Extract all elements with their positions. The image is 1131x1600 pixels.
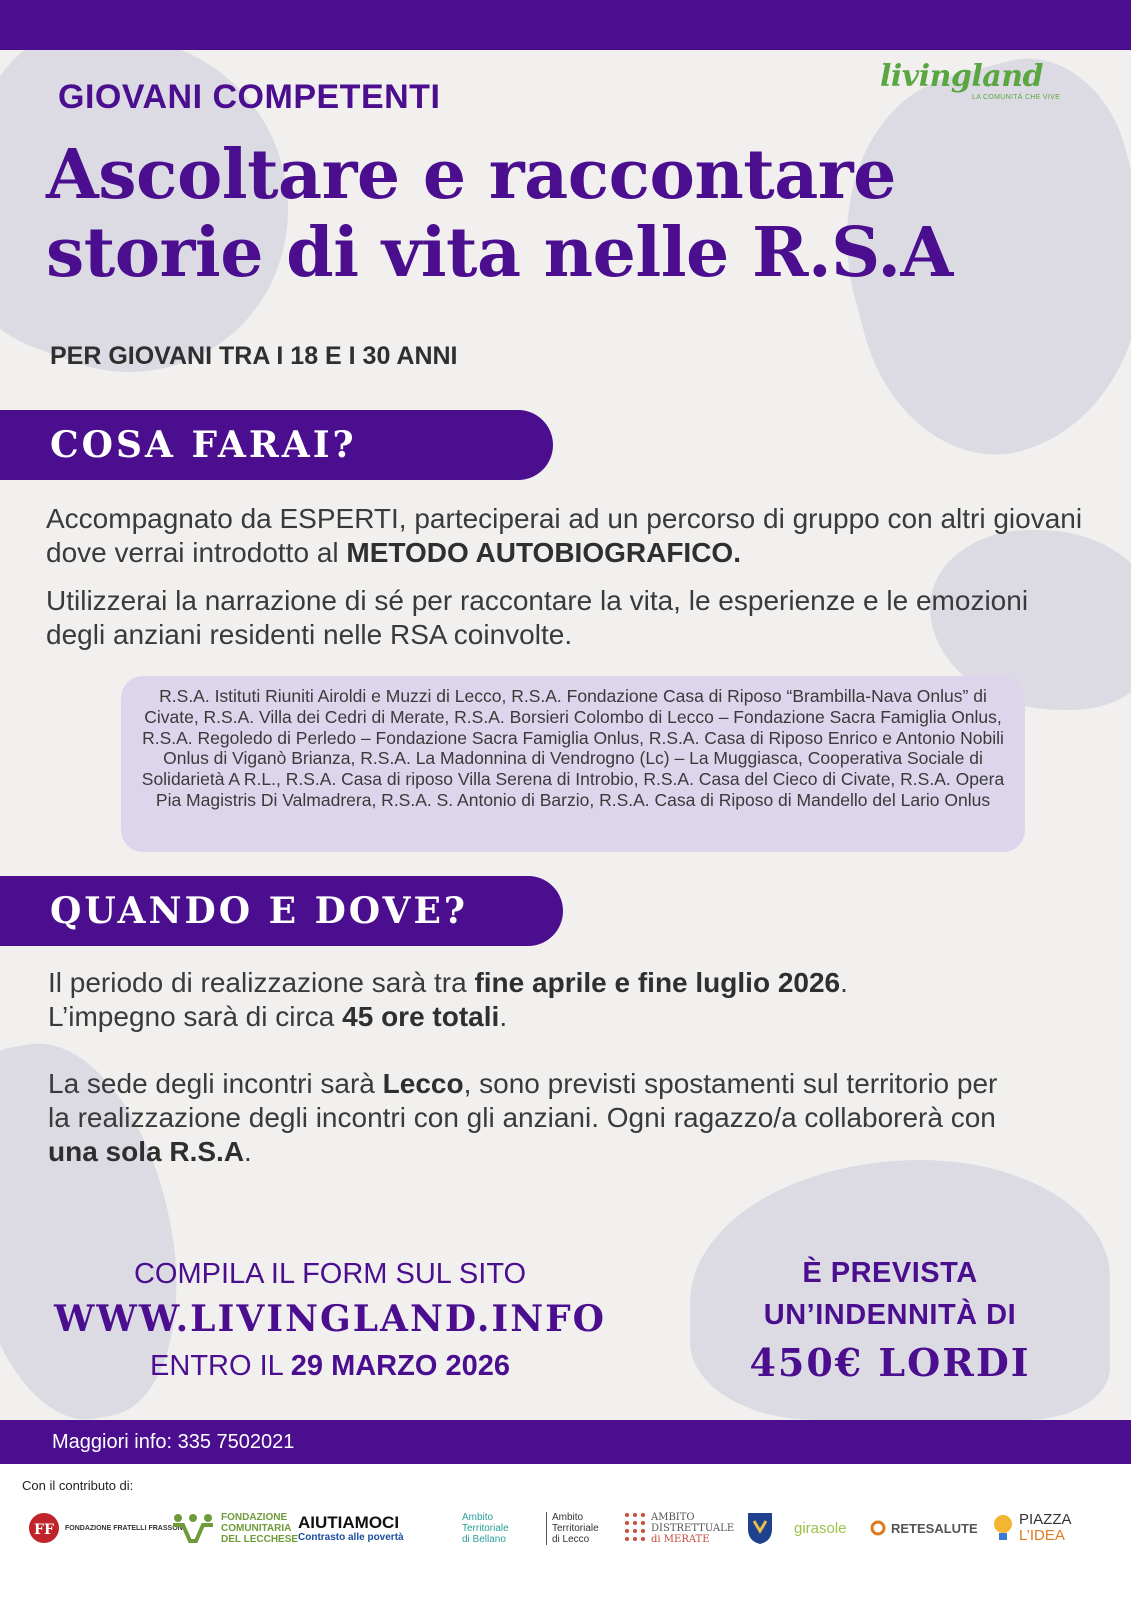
piazza-label-1: PIAZZA: [1019, 1511, 1072, 1528]
aiutiamoci-subtitle: Contrasto alle povertà: [298, 1531, 404, 1543]
merate-label-3: di MERATE: [651, 1533, 710, 1545]
section-heading-when-label: QUANDO E DOVE?: [50, 890, 468, 932]
lecco-label-1: Ambito: [552, 1511, 584, 1523]
section-heading-what-label: COSA FARAI?: [50, 424, 357, 466]
aiutiamoci-title: AIUTIAMOCI: [298, 1512, 400, 1532]
what-paragraph-1: [46, 502, 1106, 570]
partner-piazza-idea: [992, 1500, 1072, 1556]
bellano-label-1: Ambito: [462, 1511, 494, 1523]
partner-fondazione-comunitaria: [170, 1500, 298, 1556]
info-phone: Maggiori info: 335 7502021: [52, 1430, 295, 1453]
merate-label-2: DISTRETTUALE: [651, 1522, 735, 1534]
fondazione-label: [221, 1512, 298, 1545]
lecco-label: [546, 1512, 599, 1545]
deadline-date: 29 MARZO 2026: [290, 1350, 510, 1382]
partner-comune-emblem: [746, 1500, 774, 1556]
indemnity-line-2: UN’INDENNITÀ DI: [763, 1299, 1017, 1331]
girasole-label: girasole: [794, 1519, 847, 1537]
partner-retesalute: [870, 1500, 978, 1556]
partner-lecco: [546, 1500, 599, 1556]
when-hours: 45 ore totali: [342, 1001, 500, 1032]
frassoni-label: FONDAZIONE FRATELLI FRASSONI: [65, 1524, 185, 1532]
logo-tagline: LA COMUNITÀ CHE VIVE: [972, 94, 1061, 101]
audience-text: PER GIOVANI TRA I 18 E I 30 ANNI: [50, 342, 458, 370]
partner-girasole: [794, 1500, 847, 1556]
title-line-1: Ascoltare e raccontare: [46, 135, 896, 215]
project-kicker: GIOVANI COMPETENTI: [58, 78, 441, 116]
when-paragraph-1: [48, 966, 1088, 1034]
partner-bellano: [462, 1500, 509, 1556]
where-city: Lecco: [382, 1068, 464, 1099]
aiutiamoci-label: [298, 1514, 404, 1543]
bellano-label-3: di Bellano: [462, 1533, 506, 1545]
what-text: Accompagnato da ESPERTI, parteciperai ad un percorso di gruppo con altri giovani dove verrai introdotto al: [46, 503, 1083, 568]
fondazione-label-3: DEL LECCHESE: [221, 1533, 299, 1545]
partner-merate: [624, 1500, 734, 1556]
where-text: La sede degli incontri sarà: [48, 1068, 383, 1099]
what-highlight: METODO AUTOBIOGRAFICO.: [346, 537, 741, 568]
municipal-crest-icon: [746, 1511, 774, 1545]
logo-wordmark: livingland: [880, 59, 1044, 94]
deadline-prefix: ENTRO IL: [150, 1350, 291, 1382]
where-rsa-note: una sola R.S.A: [48, 1136, 245, 1167]
rsa-list-text: R.S.A. Istituti Riuniti Airoldi e Muzzi di Lecco, R.S.A. Fondazione Casa di Riposo “Brambilla-Nava Onlus” di Civate, R.S.A. Villa dei Cedri di Merate, R.S.A. Borsieri Colombo di Lecco – Fondazione Sacra Famiglia Onlus, R.S.A. Regoledo di Perledo – Fondazione Sacra Famiglia Onlus, R.S.A. Casa di Riposo Enrico e Antonio Nobili Onlus di Viganò Brianza, R.S.A. La Madonnina di Vendrogno (Lc) – La Muggiasca, Cooperativa Sociale di Solidarietà A R.L., R.S.A. Casa di riposo Villa Serena di Introbio, R.S.A. Casa del Cieco di Civate, R.S.A. Opera Pia Magistris Di Valmadrera, R.S.A. S. Antonio di Barzio, R.S.A. Casa di Riposo di Mandello del Lario Onlus: [141, 686, 1005, 810]
rsa-list-box: [121, 676, 1025, 852]
indemnity-line-1: È PREVISTA: [802, 1257, 978, 1289]
when-text: L’impegno sarà di circa: [48, 1001, 343, 1032]
retesalute-label: RETESALUTE: [891, 1520, 978, 1536]
website-link[interactable]: WWW.LIVINGLAND.INFO: [53, 1298, 607, 1340]
section-heading-when: [0, 876, 563, 946]
when-text: .: [499, 1001, 508, 1032]
deadline-text: [80, 1350, 580, 1383]
cta-instruction: COMPILA IL FORM SUL SITO: [133, 1258, 527, 1290]
piazza-label: [1019, 1512, 1072, 1544]
fondazione-people-icon: [170, 1511, 216, 1545]
livingland-logo: [880, 60, 1060, 106]
lightbulb-icon: [992, 1513, 1014, 1543]
lecco-label-3: di Lecco: [552, 1533, 590, 1545]
info-bar: [0, 1420, 1131, 1464]
page-title: [46, 136, 1106, 292]
partner-aiutiamoci: [298, 1500, 404, 1556]
svg-text:FF: FF: [34, 1522, 54, 1538]
fondazione-label-1: FONDAZIONE: [221, 1511, 288, 1523]
what-paragraph-2: Utilizzerai la narrazione di sé per raccontare la vita, le esperienze e le emozioni degli anziani residenti nelle RSA coinvolte.: [46, 585, 1029, 650]
when-period: fine aprile e fine luglio 2026: [474, 967, 841, 998]
frassoni-logo-icon: [28, 1508, 60, 1548]
bellano-label-2: Territoriale: [462, 1522, 509, 1534]
title-line-2: storie di vita nelle R.S.A: [46, 213, 953, 293]
merate-label-1: AMBITO: [651, 1511, 695, 1523]
section-heading-what: [0, 410, 553, 480]
indemnity-amount: 450€ LORDI: [749, 1340, 1031, 1385]
where-text: .: [244, 1136, 252, 1167]
bellano-label: [462, 1512, 509, 1545]
when-text: .: [840, 967, 848, 998]
contribution-label: Con il contributo di:: [22, 1478, 134, 1493]
partner-frassoni: [28, 1500, 185, 1556]
lecco-label-2: Territoriale: [552, 1522, 599, 1534]
merate-dots-icon: [624, 1511, 646, 1545]
when-text: Il periodo di realizzazione sarà tra: [48, 967, 475, 998]
fondazione-label-2: COMUNITARIA: [221, 1522, 292, 1534]
piazza-label-2: L’IDEA: [1019, 1527, 1065, 1544]
where-text: , sono previsti spostamenti sul territorio per la realizzazione degli incontri con gli anziani. Ogni ragazzo/a collaborerà con: [48, 1068, 998, 1133]
merate-label: [651, 1512, 734, 1545]
where-paragraph: [48, 1067, 1018, 1169]
top-banner: [0, 0, 1131, 50]
indemnity-block: [720, 1252, 1060, 1385]
retesalute-ring-icon: [870, 1520, 886, 1536]
